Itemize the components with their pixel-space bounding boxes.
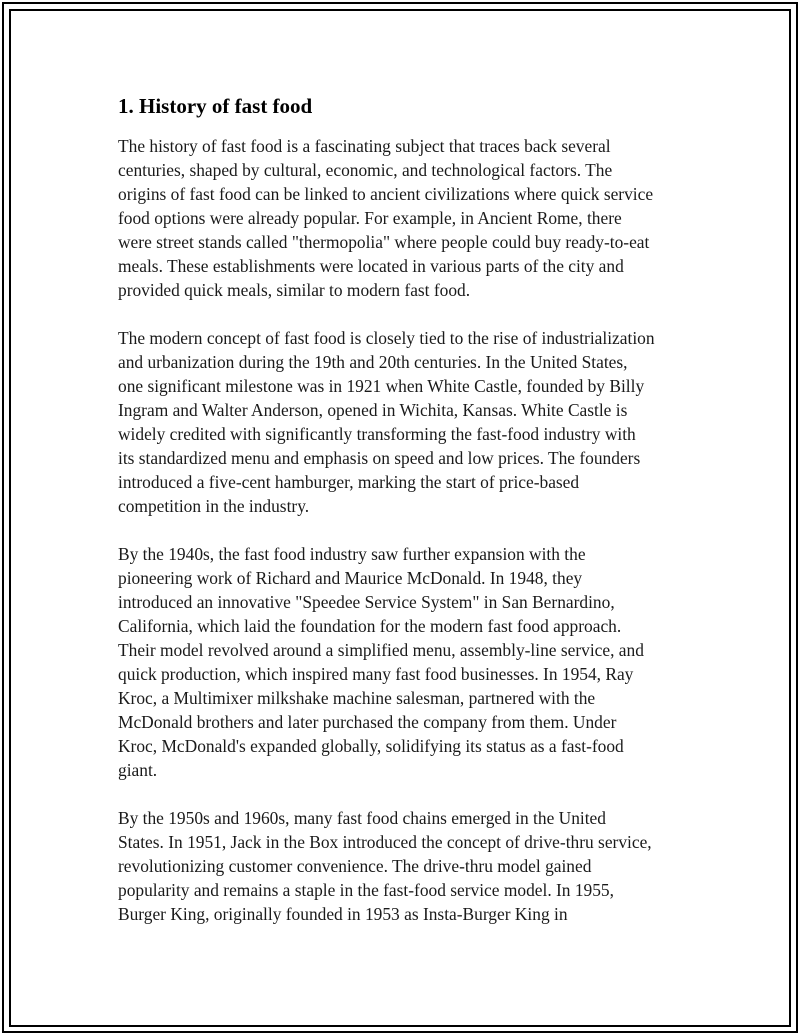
text-line: popularity and remains a staple in the fast-food service model. In 1955, xyxy=(118,880,614,900)
text-line: meals. These establishments were located in various parts of the city and xyxy=(118,256,624,276)
text-line: origins of fast food can be linked to ancient civilizations where quick service xyxy=(118,184,654,204)
paragraph-2 xyxy=(118,326,698,518)
text-line: Burger King, originally founded in 1953 as Insta-Burger King in xyxy=(118,904,568,924)
text-line: Kroc, McDonald's expanded globally, solidifying its status as a fast-food xyxy=(118,736,624,756)
text-line: competition in the industry. xyxy=(118,496,310,516)
text-line: food options were already popular. For example, in Ancient Rome, there xyxy=(118,208,622,228)
text-line: McDonald brothers and later purchased the company from them. Under xyxy=(118,712,617,732)
text-line: were street stands called "thermopolia" where people could buy ready-to-eat xyxy=(118,232,650,252)
text-line: By the 1940s, the fast food industry saw further expansion with the xyxy=(118,544,586,564)
text-line: centuries, shaped by cultural, economic, and technological factors. The xyxy=(118,160,613,180)
text-line: widely credited with significantly transforming the fast-food industry with xyxy=(118,424,636,444)
text-line: Ingram and Walter Anderson, opened in Wichita, Kansas. White Castle is xyxy=(118,400,628,420)
text-line: introduced a five-cent hamburger, marking the start of price-based xyxy=(118,472,580,492)
document-body xyxy=(118,92,698,950)
text-line: introduced an innovative "Speedee Service System" in San Bernardino, xyxy=(118,592,615,612)
text-line: giant. xyxy=(118,760,158,780)
text-line: its standardized menu and emphasis on speed and low prices. The founders xyxy=(118,448,641,468)
paragraph-1 xyxy=(118,134,698,302)
text-line: The modern concept of fast food is closely tied to the rise of industrialization xyxy=(118,328,655,348)
text-line: quick production, which inspired many fast food businesses. In 1954, Ray xyxy=(118,664,634,684)
text-line: one significant milestone was in 1921 when White Castle, founded by Billy xyxy=(118,376,645,396)
text-line: revolutionizing customer convenience. The drive-thru model gained xyxy=(118,856,592,876)
text-line: pioneering work of Richard and Maurice McDonald. In 1948, they xyxy=(118,568,583,588)
text-line: California, which laid the foundation for the modern fast food approach. xyxy=(118,616,622,636)
text-line: By the 1950s and 1960s, many fast food chains emerged in the United xyxy=(118,808,606,828)
text-line: Their model revolved around a simplified menu, assembly-line service, and xyxy=(118,640,644,660)
paragraph-4 xyxy=(118,806,698,926)
text-line: Kroc, a Multimixer milkshake machine salesman, partnered with the xyxy=(118,688,596,708)
section-title: 1. History of fast food xyxy=(118,94,313,118)
paragraph-3 xyxy=(118,542,698,782)
text-line: States. In 1951, Jack in the Box introduced the concept of drive-thru service, xyxy=(118,832,652,852)
text-line: provided quick meals, similar to modern fast food. xyxy=(118,280,471,300)
text-line: and urbanization during the 19th and 20th centuries. In the United States, xyxy=(118,352,628,372)
text-line: The history of fast food is a fascinating subject that traces back several xyxy=(118,136,611,156)
